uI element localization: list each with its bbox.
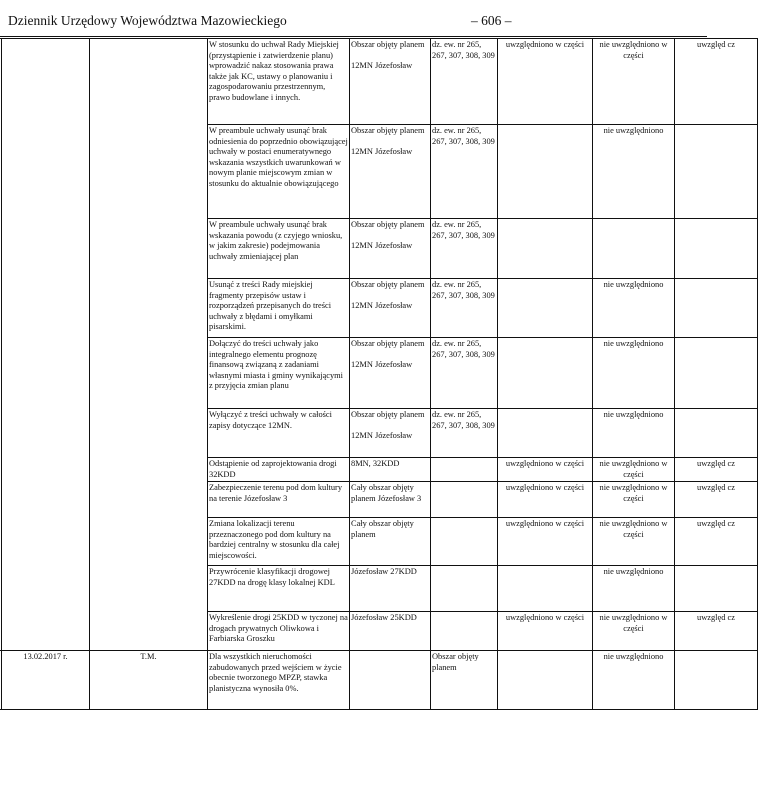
cell-parcels: dz. ew. nr 265, 267, 307, 308, 309 [431,409,498,458]
cell-area [350,409,431,458]
cell-resolution-b: nie uwzględniono [593,651,675,710]
area-text: Obszar objęty planem [351,40,425,49]
cell-area [350,279,431,338]
cell-resolution-a [498,338,593,409]
cell-resolution-c [675,338,758,409]
cell-area [350,518,431,566]
page-number: – 606 – [471,13,512,28]
cell-content: W preambule uchwały usunąć brak wskazania powodu (z czyjego wniosku, w jakim zakresie) podejmowania uchwały zmieniającej plan [208,219,350,279]
cell-resolution-a: uwzględniono w części [498,518,593,566]
cell-resolution-c [675,409,758,458]
cell-date [2,39,90,651]
table-row [0,39,758,125]
cell-resolution-c: uwzględ cz [675,518,758,566]
cell-content: Przywrócenie klasyfikacji drogowej 27KDD na drogę klasy lokalnej KDL [208,566,350,612]
cell-resolution-c: uwzględ cz [675,612,758,651]
cell-content: Odstąpienie od zaprojektowania drogi 32KDD [208,458,350,482]
area-text: Obszar objęty planem [351,410,425,419]
cell-resolution-c: uwzględ cz [675,458,758,482]
cell-parcels: dz. ew. nr 265, 267, 307, 308, 309 [431,338,498,409]
cell-resolution-a [498,651,593,710]
cell-area [350,219,431,279]
cell-area [350,651,431,710]
cell-resolution-a [498,279,593,338]
cell-resolution-c: uwzględ cz [675,482,758,518]
cell-date: 13.02.2017 r. [2,651,90,710]
cell-resolution-b: nie uwzględniono w części [593,482,675,518]
area-sub-text: 12MN Józefosław [351,146,413,156]
area-sub-text: 12MN Józefosław [351,240,413,250]
area-text: Józefosław 25KDD [351,613,417,622]
cell-parcels [431,612,498,651]
cell-resolution-b: nie uwzględniono [593,409,675,458]
cell-content: Dla wszystkich nieruchomości zabudowanych przed wejściem w życie obecnie tworzonego MPZP, stawka planistyczna wynosiła 0%. [208,651,350,710]
cell-resolution-b: nie uwzględniono [593,566,675,612]
area-text: Cały obszar objęty planem Józefosław 3 [351,483,422,503]
cell-resolution-a: uwzględniono w części [498,458,593,482]
area-text: Obszar objęty planem [351,339,425,348]
cell-resolution-a [498,409,593,458]
cell-resolution-b [593,219,675,279]
header-rule [0,36,707,37]
cell-resolution-a: uwzględniono w części [498,482,593,518]
cell-resolution-b: nie uwzględniono w części [593,458,675,482]
cell-area [350,39,431,125]
cell-resolution-c: uwzględ cz [675,39,758,125]
area-text: Cały obszar objęty planem [351,519,414,539]
area-text: Obszar objęty planem [351,126,425,135]
cell-resolution-c [675,279,758,338]
cell-resolution-a [498,125,593,219]
cell-content: Zmiana lokalizacji terenu przeznaczonego pod dom kultury na bardziej centralny w stosunku dla całej miejscowości. [208,518,350,566]
cell-area [350,566,431,612]
cell-content: Wyłączyć z treści uchwały w całości zapisy dotyczące 12MN. [208,409,350,458]
cell-resolution-b: nie uwzględniono w części [593,612,675,651]
cell-content: W stosunku do uchwał Rady Miejskiej (przystąpienie i zatwierdzenie planu) wprowadzić nakaz stosowania prawa także jak KC, ustawy o planowaniu i zagospodarowaniu przestrzennym, prawo budowlane i innych. [208,39,350,125]
cell-content: W preambule uchwały usunąć brak odniesienia do poprzednio obowiązującej uchwały w postaci enumeratywnego wskazania wszystkich uwarunkowań w nowym planie miejscowym zmian w stosunku do aktualnie obowiązującego [208,125,350,219]
cell-resolution-a: uwzględniono w części [498,612,593,651]
cell-content: Dołączyć do treści uchwały jako integralnego elementu prognozę finansową związaną z zadaniami własnymi miasta i gminy wynikającymi z przyjęcia zmian planu [208,338,350,409]
cell-resolution-c [675,125,758,219]
journal-title: Dziennik Urzędowy Województwa Mazowieckiego [8,13,287,28]
area-sub-text: 12MN Józefosław [351,359,413,369]
cell-resolution-a: uwzględniono w części [498,39,593,125]
area-sub-text: 12MN Józefosław [351,300,413,310]
area-sub-text: 12MN Józefosław [351,60,413,70]
cell-area [350,458,431,482]
cell-resolution-c [675,566,758,612]
page-header [0,12,707,34]
cell-resolution-c [675,651,758,710]
cell-name [90,39,208,651]
cell-area [350,338,431,409]
cell-parcels [431,518,498,566]
cell-area [350,482,431,518]
cell-parcels [431,566,498,612]
area-sub-text: 12MN Józefosław [351,430,413,440]
resolution-table [0,38,758,710]
area-text: Obszar objęty planem [351,280,425,289]
table-row-last [0,651,758,710]
cell-content: Usunąć z treści Rady miejskiej fragmenty przepisów ustaw i rozporządzeń przepisanych do treści uchwały z błędami i omyłkami pisarskimi. [208,279,350,338]
cell-resolution-b: nie uwzględniono [593,279,675,338]
cell-area [350,612,431,651]
cell-parcels: dz. ew. nr 265, 267, 307, 308, 309 [431,39,498,125]
cell-parcels: dz. ew. nr 265, 267, 307, 308, 309 [431,279,498,338]
cell-parcels: dz. ew. nr 265, 267, 307, 308, 309 [431,125,498,219]
cell-parcels: Obszar objęty planem [431,651,498,710]
cell-resolution-c [675,219,758,279]
area-text: Obszar objęty planem [351,220,425,229]
cell-parcels [431,458,498,482]
area-text: Józefosław 27KDD [351,567,417,576]
cell-name: T.M. [90,651,208,710]
cell-area [350,125,431,219]
cell-content: Wykreślenie drogi 25KDD w tyczonej na drogach prywatnych Oliwkowa i Farbiarska Groszku [208,612,350,651]
cell-content: Zabezpieczenie terenu pod dom kultury na terenie Józefosław 3 [208,482,350,518]
cell-resolution-a [498,219,593,279]
cell-resolution-b: nie uwzględniono [593,338,675,409]
cell-resolution-a [498,566,593,612]
cell-parcels [431,482,498,518]
area-text: 8MN, 32KDD [351,459,400,468]
cell-resolution-b: nie uwzględniono w części [593,518,675,566]
cell-parcels: dz. ew. nr 265, 267, 307, 308, 309 [431,219,498,279]
cell-resolution-b: nie uwzględniono w części [593,39,675,125]
cell-resolution-b: nie uwzględniono [593,125,675,219]
